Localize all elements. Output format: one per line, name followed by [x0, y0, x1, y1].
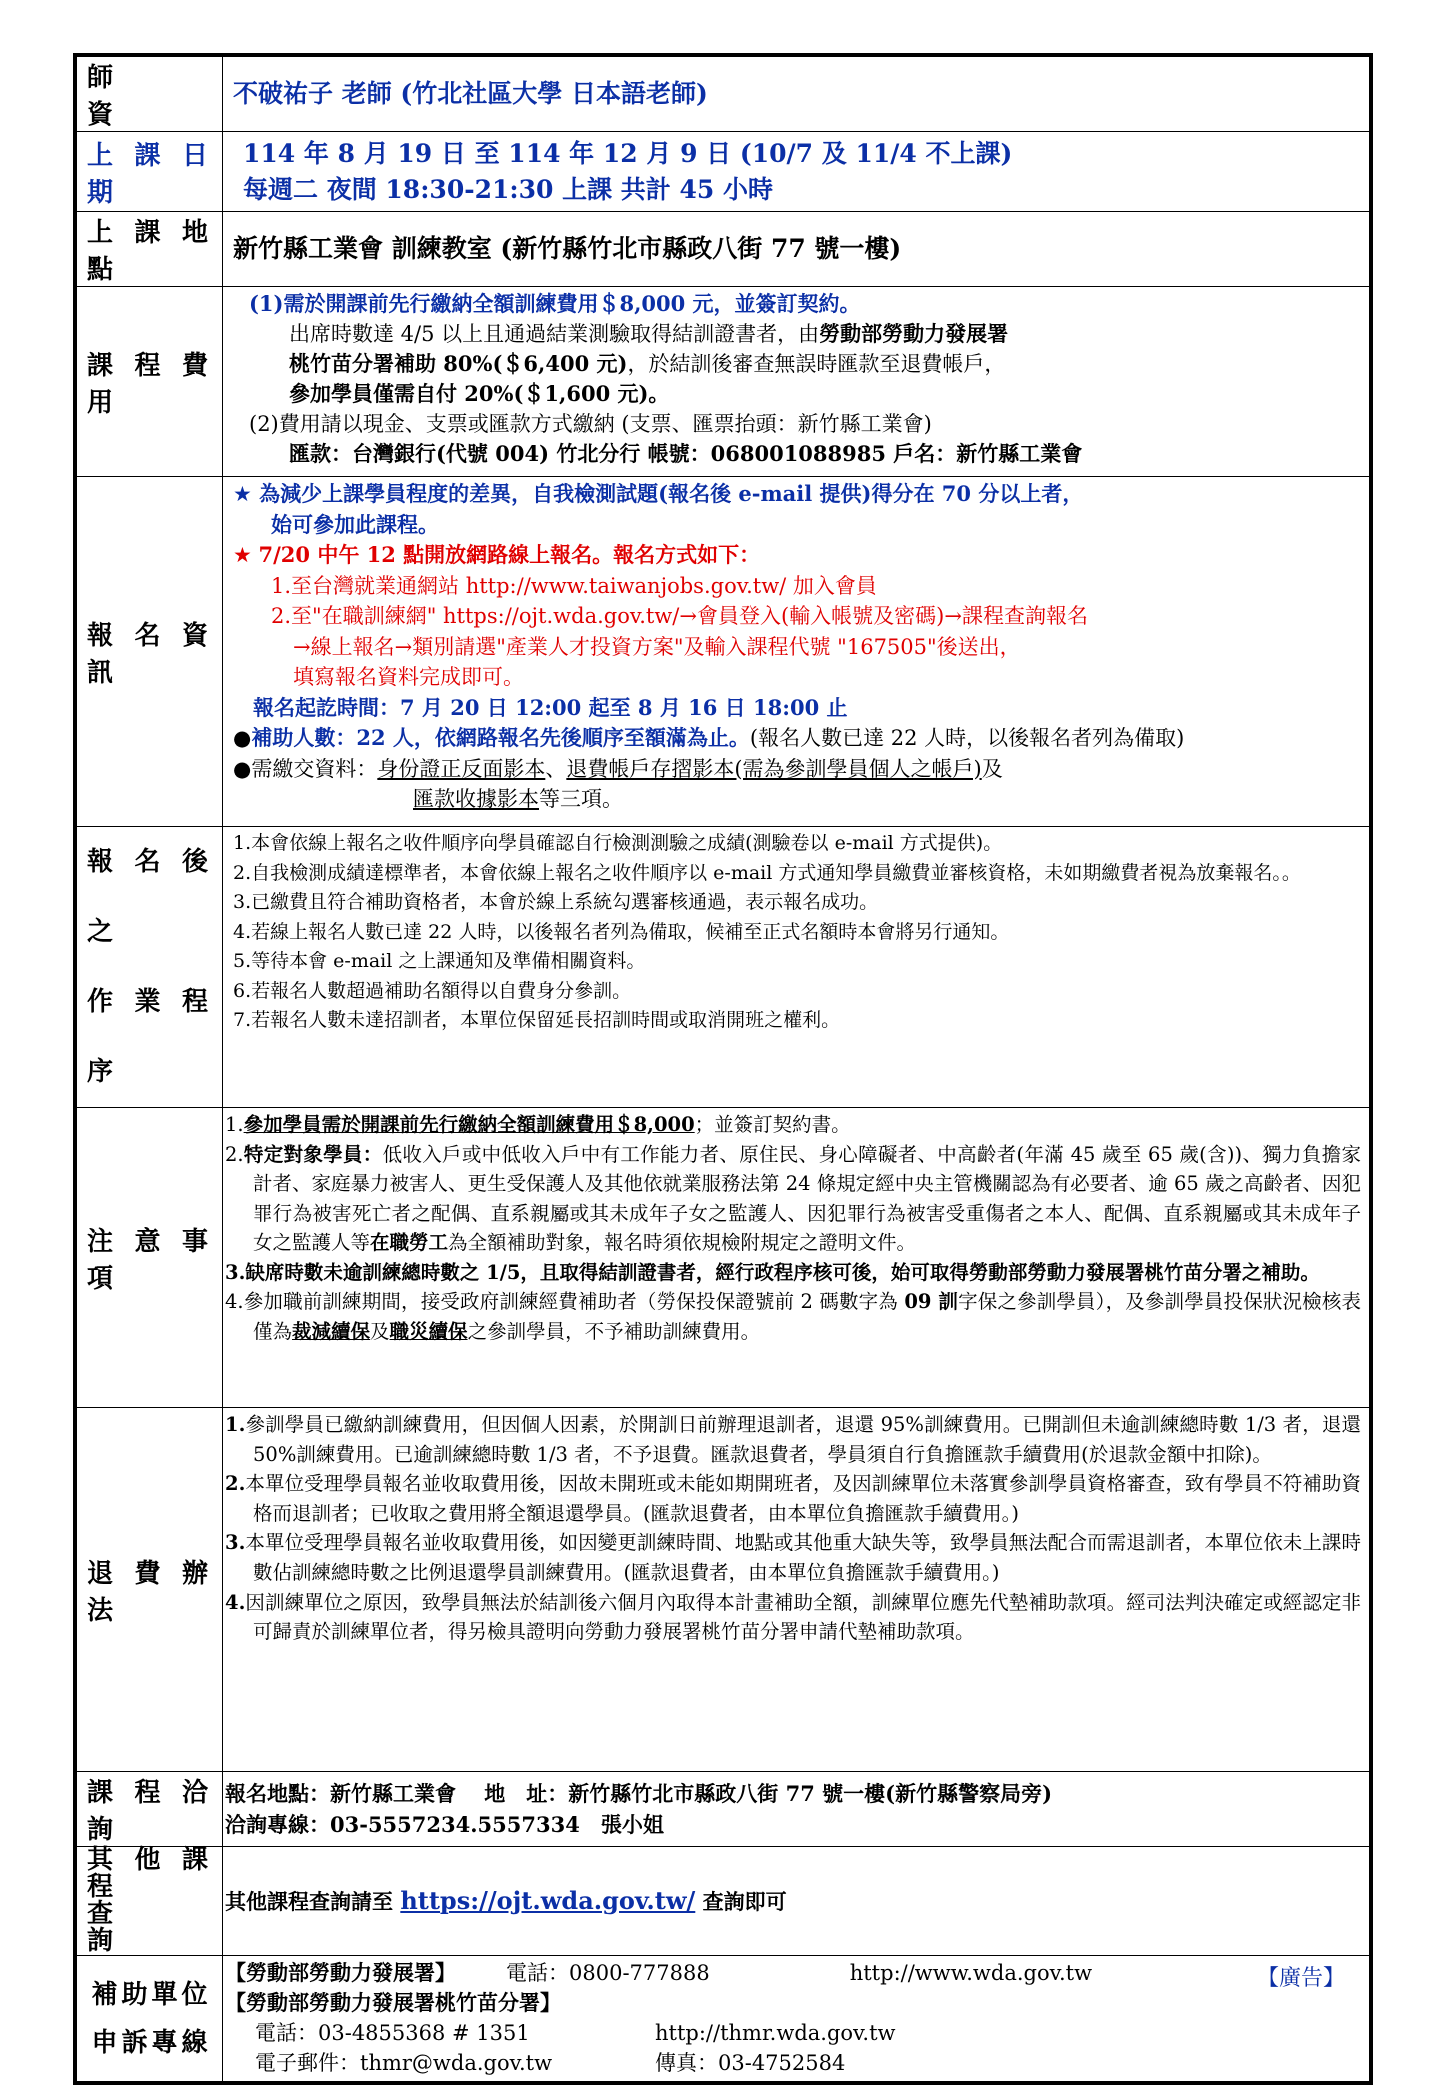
notice-1-tail: ；並簽訂契約書。	[694, 1113, 851, 1136]
ojt-link[interactable]: https://ojt.wda.gov.tw/	[400, 1885, 696, 1915]
signup-docs-label: 需繳交資料：	[251, 756, 378, 781]
label-contact: 課程洽詢	[77, 1772, 223, 1847]
label-fee: 課程費用	[77, 287, 223, 477]
signup-period: 報名起訖時間：7 月 20 日 12:00 起至 8 月 16 日 18:00 止	[253, 694, 848, 720]
other-text-a: 其他課程查詢請至	[225, 1888, 401, 1914]
thmr-fax: 傳真：03-4752584	[655, 2051, 846, 2075]
refund-text: 參訓學員已繳納訓練費用，但因個人因素，於開訓日前辦理退訓者，退還 95%訓練費用。已開訓但未逾訓練總時數 1/3 者，退還 50%訓練費用。已逾訓練總時數 1/3 者，不予退費。匯款退費者，學員須自行負擔匯款手續費用(於退款金額中扣除)。	[245, 1413, 1361, 1466]
notice-item-4	[225, 1287, 1361, 1346]
wda-website: http://www.wda.gov.tw	[849, 1961, 1093, 1985]
label-signup: 報名資訊	[77, 477, 223, 827]
contact-line-1: 報名地點：新竹縣工業會 地 址：新竹縣竹北市縣政八街 77 號一樓(新竹縣警察局旁)	[225, 1781, 1053, 1806]
notice-2-worker: 在職勞工	[370, 1231, 449, 1254]
notice-2-body: 低收入戶或中低收入戶中有工作能力者、原住民、身心障礙者、中高齡者(年滿 45 歲至 65 歲(含))、獨力負擔家計者、家庭暴力被害人、更生受保護人及其他依就業服務法第 24 條規定經中央主管機關認為有必要者、逾 65 歲之高齡者、因犯罪行為被害死亡者之配偶、直系親屬或其未成年子女之監護人、因犯罪行為被害受重傷者之本人、配偶、直系親屬或其未成年子女之監護人等	[253, 1142, 1361, 1254]
signup-p6: 填寫報名資料完成即可。	[293, 665, 524, 689]
signup-p5: →線上報名→類別請選"產業人才投資方案"及輸入課程代號 "167505"後送出，	[293, 634, 1021, 659]
row-refund	[77, 1408, 1370, 1772]
label-complaint-1: 補助單位	[91, 1979, 212, 2010]
procedure-item: 7.若報名人數未達招訓者，本單位保留延長招訓時間或取消開班之權利。	[233, 1009, 841, 1031]
procedure-item: 3.已繳費且符合補助資格者，本會於線上系統勾選審核通過，表示報名成功。	[233, 891, 879, 913]
row-signup	[77, 477, 1370, 827]
bullet-icon: ●	[233, 756, 252, 781]
signup-quota-note: (報名人數已達 22 人時，以後報名者列為備取)	[749, 726, 1185, 750]
signup-p2: 7/20 中午 12 點開放網路線上報名。報名方式如下：	[258, 542, 761, 567]
label-procedure-1: 報名後之	[87, 847, 216, 947]
notice-4-g: 之參訓學員，不予補助訓練費用。	[467, 1319, 761, 1343]
course-info-sheet	[73, 53, 1373, 2085]
fee-line-3b: ，於結訓後審查無誤時匯款至退費帳戶，	[627, 352, 1006, 376]
refund-no: 4.	[225, 1590, 246, 1614]
procedure-item: 2.自我檢測成績達標準者，本會依線上報名之收件順序以 e-mail 方式通知學員繳費並審核資格，未如期繳費者視為放棄報名。。	[233, 861, 1301, 884]
signup-docs-end: 等三項。	[539, 787, 623, 811]
row-location	[77, 212, 1370, 287]
refund-item	[225, 1469, 1361, 1528]
refund-no: 2.	[225, 1472, 246, 1496]
notice-2-head: 特定對象學員：	[243, 1142, 383, 1166]
location-text: 新竹縣工業會 訓練教室 (新竹縣竹北市縣政八街 77 號一樓)	[233, 234, 902, 263]
procedure-item: 5.等待本會 e-mail 之上課通知及準備相關資料。	[233, 950, 646, 972]
signup-p1b: 始可參加此課程。	[271, 511, 439, 537]
thmr-phone: 電話：03-4855368 # 1351	[255, 2021, 530, 2045]
row-teacher	[77, 57, 1370, 132]
row-other	[77, 1847, 1370, 1956]
refund-no: 1.	[225, 1413, 246, 1436]
signup-and: 及	[981, 756, 1003, 781]
label-complaint-2: 申訴專線	[91, 2027, 212, 2058]
row-complaint	[77, 1956, 1370, 2082]
notice-2-tail: 為全額補助對象，報名時須依規檢附規定之證明文件。	[448, 1231, 917, 1254]
procedure-item: 1.本會依線上報名之收件順序向學員確認自行檢測測驗之成績(測驗卷以 e-mail 方式提供)。	[233, 832, 1003, 854]
org-wda: 【勞動部勞動力發展署】	[225, 1960, 456, 1985]
signup-doc-bank: 退費帳戶存摺影本(需為參訓學員個人之帳戶)	[566, 756, 982, 781]
course-info-table	[76, 56, 1370, 2082]
fee-line-3a: 桃竹苗分署補助 80%(＄6,400 元)	[289, 351, 628, 376]
row-contact	[77, 1772, 1370, 1847]
star-icon: ★	[233, 482, 252, 506]
signup-sep: 、	[545, 756, 567, 781]
bullet-icon: ●	[233, 726, 252, 750]
signup-doc-id: 身份證正反面影本	[377, 756, 546, 781]
fee-line-2b: 勞動部勞動力發展署	[819, 321, 1009, 346]
refund-text: 本單位受理學員報名並收取費用後，因故未開班或未能如期開班者，及因訓練單位未落實參訓學員資格審查，致有學員不符補助資格而退訓者；已收取之費用將全額退還學員。(匯款退費者，由本單位負擔匯款手續費用。)	[245, 1472, 1361, 1525]
contact-line-2: 洽詢專線：03-5557234.5557334 張小姐	[225, 1812, 664, 1837]
notice-1-main: 參加學員需於開課前先行繳納全額訓練費用＄8,000	[243, 1113, 695, 1136]
procedure-item: 6.若報名人數超過補助名額得以自費身分參訓。	[233, 979, 632, 1002]
row-procedure	[77, 827, 1370, 1108]
signup-p3: 1.至台灣就業通網站 http://www.taiwanjobs.gov.tw/ 加入會員	[271, 573, 877, 598]
label-location: 上課地點	[77, 212, 223, 287]
star-icon: ★	[233, 543, 252, 567]
label-procedure-2: 作業程序	[87, 987, 216, 1087]
notice-no: 1.	[225, 1113, 244, 1136]
signup-doc-receipt: 匯款收據影本	[413, 787, 539, 811]
label-other-2: 查 詢	[87, 1899, 190, 1956]
fee-line-4: 參加學員僅需自付 20%(＄1,600 元)。	[289, 381, 670, 406]
notice-item-2	[225, 1140, 1361, 1258]
date-line-2: 每週二 夜間 18:30-21:30 上課 共計 45 小時	[243, 174, 774, 204]
fee-line-6: 匯款：台灣銀行(代號 004) 竹北分行 帳號：068001088985 戶名：新竹縣工業會	[289, 441, 1083, 466]
label-teacher: 師 資	[77, 57, 223, 132]
row-notice	[77, 1108, 1370, 1408]
date-line-1: 114 年 8 月 19 日 至 114 年 12 月 9 日 (10/7 及 11/4 不上課)	[243, 138, 1013, 168]
signup-p1a: 為減少上課學員程度的差異，自我檢測試題(報名後 e-mail 提供)得分在 70 分以上者，	[259, 481, 1084, 506]
notice-no: 2.	[225, 1142, 244, 1166]
procedure-item: 4.若線上報名人數已達 22 人時，以後報名者列為備取，候補至正式名額時本會將另行通知。	[233, 920, 1010, 943]
label-notice: 注意事項	[77, 1108, 223, 1408]
org-thmr: 【勞動部勞動力發展署桃竹苗分署】	[225, 1990, 561, 2015]
fee-line-1: (1)需於開課前先行繳納全額訓練費用＄8,000 元，並簽訂契約。	[249, 291, 861, 316]
signup-quota: 補助人數：22 人，依網路報名先後順序至額滿為止。	[251, 725, 750, 750]
thmr-website: http://thmr.wda.gov.tw	[655, 2021, 896, 2045]
label-refund: 退費辦法	[77, 1408, 223, 1772]
refund-item	[225, 1410, 1361, 1469]
thmr-email: 電子郵件：thmr@wda.gov.tw	[255, 2051, 553, 2075]
notice-4-f: 職災續保	[389, 1319, 468, 1343]
notice-4-b: 09 訓	[904, 1290, 959, 1313]
notice-4-d: 裁減續保	[292, 1319, 371, 1343]
notice-4-a: 4.參加職前訓練期間，接受政府訓練經費補助者（勞保投保證號前 2 碼數字為	[225, 1290, 905, 1313]
label-other-1: 其他課程	[87, 1845, 216, 1902]
refund-no: 3.	[225, 1531, 246, 1555]
ad-tag: 【廣告】	[1257, 1966, 1346, 1991]
row-fee	[77, 287, 1370, 477]
notice-4-e: 及	[370, 1319, 390, 1343]
other-text-b: 查詢即可	[695, 1888, 787, 1914]
notice-4-c: 字保之參訓學員），及參訓學員投保狀況檢核表僅為	[253, 1290, 1361, 1343]
refund-item	[225, 1528, 1361, 1587]
refund-item	[225, 1588, 1361, 1647]
fee-line-5: (2)費用請以現金、支票或匯款方式繳納 (支票、匯票抬頭：新竹縣工業會)	[249, 412, 932, 436]
refund-text: 因訓練單位之原因，致學員無法於結訓後六個月內取得本計畫補助全額，訓練單位應先代墊補助款項。經司法判決確定或經認定非可歸責於訓練單位者，得另檢具證明向勞動力發展署桃竹苗分署申請代墊補助款項。	[245, 1590, 1361, 1644]
notice-item-1	[225, 1110, 1361, 1140]
notice-item-3: 3.缺席時數未逾訓練總時數之 1/5，且取得結訓證書者，經行政程序核可後，始可取得勞動部勞動力發展署桃竹苗分署之補助。	[225, 1260, 1320, 1284]
refund-text: 本單位受理學員報名並收取費用後，如因變更訓練時間、地點或其他重大缺失等，致學員無法配合而需退訓者，本單位依未上課時數佔訓練總時數之比例退還學員訓練費用。(匯款退費者，由本單位負擔匯款手續費用。)	[245, 1531, 1361, 1584]
fee-line-2a: 出席時數達 4/5 以上且通過結業測驗取得結訓證書者，由	[289, 322, 820, 346]
wda-phone: 電話：0800-777888	[506, 1961, 710, 1985]
teacher-text: 不破祐子 老師 (竹北社區大學 日本語老師)	[233, 79, 708, 108]
signup-p4: 2.至"在職訓練網" https://ojt.wda.gov.tw/→會員登入(輸入帳號及密碼)→課程查詢報名	[271, 604, 1088, 628]
row-date	[77, 132, 1370, 212]
label-date: 上課日期	[77, 132, 223, 212]
